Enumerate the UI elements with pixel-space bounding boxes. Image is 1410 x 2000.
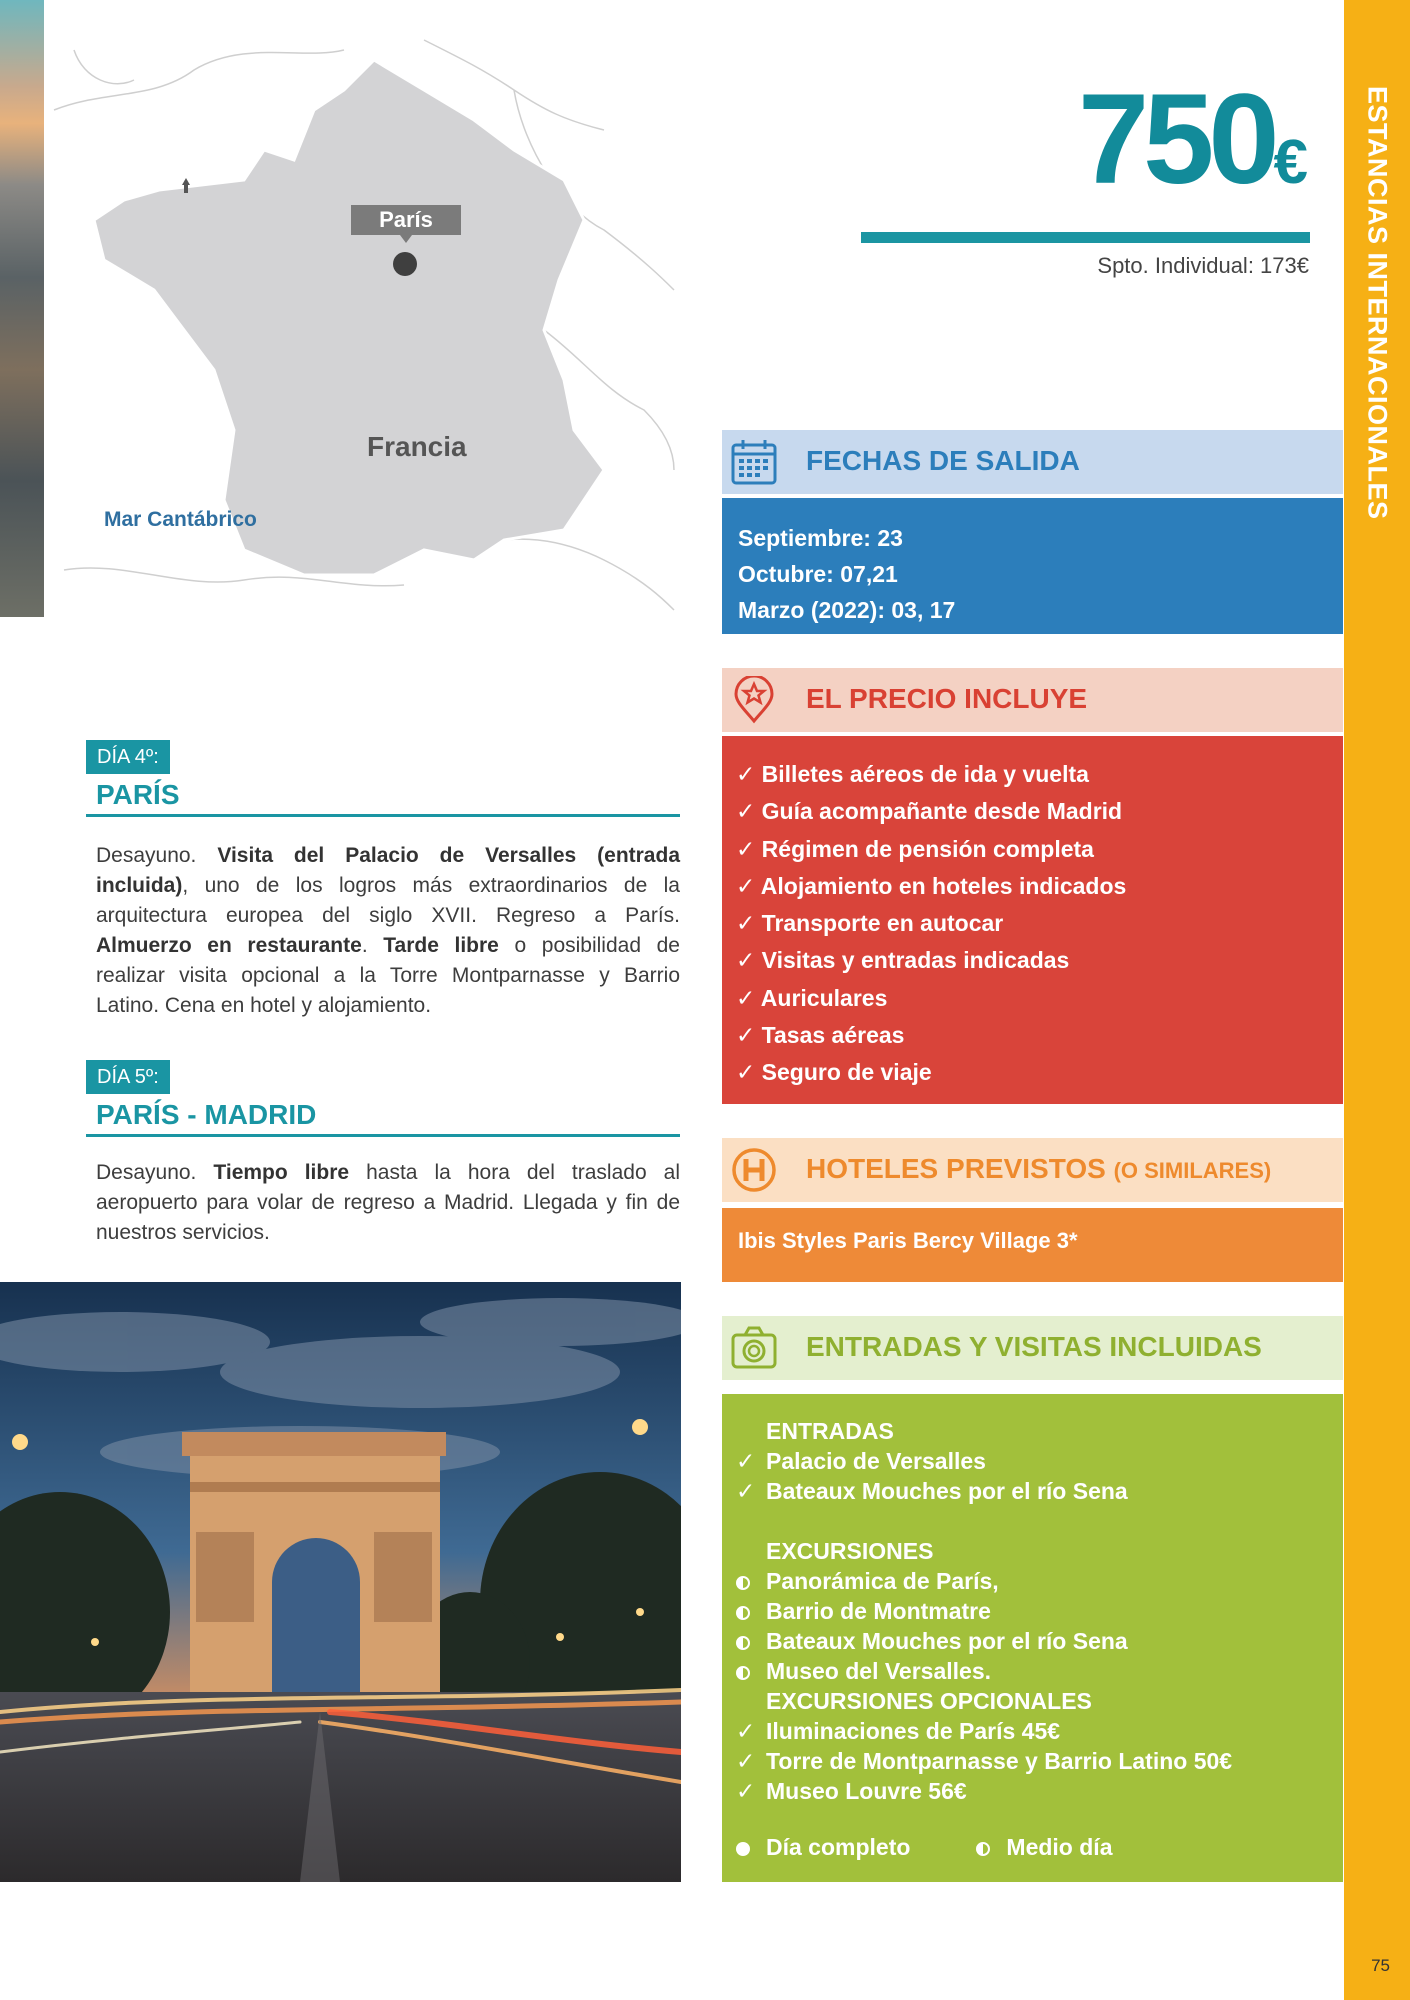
day-title: PARÍS - MADRID	[96, 1099, 317, 1130]
opcional-item-label: Iluminaciones de París 45€	[766, 1718, 1061, 1744]
hotel-name: Ibis Styles Paris Bercy Village 3*	[722, 1208, 1343, 1282]
precio-item: ✓ Guía acompañante desde Madrid	[736, 798, 1123, 825]
precio-item: ✓ Transporte en autocar	[736, 910, 1004, 937]
precio-item: ✓ Billetes aéreos de ida y vuelta	[736, 761, 1089, 787]
fechas-title: FECHAS DE SALIDA	[806, 445, 1080, 476]
map-city-marker	[393, 252, 417, 276]
entradas-title: ENTRADAS Y VISITAS INCLUIDAS	[806, 1331, 1262, 1362]
excursion-item	[736, 1566, 1329, 1596]
opcionales-heading: EXCURSIONES OPCIONALES	[766, 1688, 1092, 1714]
precio-item: ✓ Alojamiento en hoteles indicados	[736, 872, 1127, 899]
entradas-body	[722, 1394, 1343, 1882]
precio-item: ✓ Seguro de viaje	[736, 1059, 932, 1086]
entradas-header	[722, 1316, 1343, 1380]
day-text-segment: hasta la hora del traslado al aeropuerto para volar de regreso a Madrid. Llegada y fin de nuestros servicios.	[96, 1161, 680, 1244]
half-day-icon	[736, 1666, 750, 1680]
legend-half-label: Medio día	[1006, 1834, 1113, 1860]
half-day-icon	[736, 1606, 750, 1620]
city-photo-strip	[0, 0, 44, 617]
opcional-item	[736, 1716, 1329, 1746]
excursion-item	[736, 1656, 1329, 1686]
fecha-line: Octubre: 07,21	[738, 561, 898, 587]
check-icon: ✓	[736, 1748, 756, 1774]
hoteles-title-note: (O SIMILARES)	[1113, 1158, 1272, 1183]
location-star-icon	[730, 676, 778, 724]
excursiones-heading: EXCURSIONES	[766, 1538, 934, 1564]
opcional-item	[736, 1776, 1329, 1806]
legend-full-day	[736, 1832, 910, 1862]
check-icon: ✓	[736, 1778, 756, 1804]
day-text-bold: Tiempo libre	[213, 1161, 350, 1184]
excursion-item-label: Museo del Versalles.	[766, 1658, 992, 1684]
fechas-header	[722, 430, 1343, 494]
day-description	[96, 1158, 680, 1248]
opcional-item	[736, 1746, 1329, 1776]
hotel-icon	[730, 1146, 778, 1194]
day-text-segment: Desayuno.	[96, 844, 218, 867]
entrada-item-label: Bateaux Mouches por el río Sena	[766, 1478, 1128, 1504]
day-text-segment: .	[361, 934, 384, 957]
camera-icon	[730, 1324, 778, 1372]
opcionales-heading-row	[736, 1686, 1329, 1716]
full-day-icon	[736, 1842, 750, 1856]
excursion-item-label: Barrio de Montmatre	[766, 1598, 991, 1624]
excursion-item	[736, 1626, 1329, 1656]
map-sea-label: Mar Cantábrico	[104, 508, 257, 531]
half-day-icon	[736, 1636, 750, 1650]
day-tag: DÍA 5º:	[86, 1060, 170, 1094]
day-text-bold: Tarde libre	[383, 934, 499, 957]
precio-item: ✓ Régimen de pensión completa	[736, 835, 1094, 862]
legend-half-day	[976, 1832, 1112, 1862]
precio-item: ✓ Auriculares	[736, 984, 888, 1011]
excursiones-heading-row	[736, 1536, 1329, 1566]
section-title-vertical	[1344, 0, 1410, 600]
entradas-heading: ENTRADAS	[766, 1418, 894, 1444]
legend-full-label: Día completo	[766, 1834, 911, 1860]
entrada-item	[736, 1476, 1329, 1506]
calendar-icon	[730, 438, 778, 486]
day-divider	[86, 814, 680, 817]
precio-title: EL PRECIO INCLUYE	[806, 683, 1088, 714]
day-text-bold: Visita del Palacio de Versalles (entrada incluida)	[96, 844, 680, 897]
arc-de-triomphe-photo	[0, 1282, 681, 1882]
excursion-item-label: Panorámica de París,	[766, 1568, 999, 1594]
hoteles-header	[722, 1138, 1343, 1202]
excursion-item-label: Bateaux Mouches por el río Sena	[766, 1628, 1128, 1654]
fechas-body	[722, 498, 1343, 634]
price-underline	[861, 232, 1310, 243]
fecha-line: Septiembre: 23	[738, 525, 903, 551]
check-icon: ✓	[736, 1478, 756, 1504]
page-number: 75	[1371, 1956, 1390, 1975]
check-icon: ✓	[736, 1718, 756, 1744]
legend	[736, 1832, 1112, 1862]
opcional-item-label: Museo Louvre 56€	[766, 1778, 967, 1804]
entradas-heading-row	[736, 1416, 1329, 1446]
section-title-text: ESTANCIAS INTERNACIONALES	[1362, 86, 1393, 520]
excursion-item	[736, 1596, 1329, 1626]
day-text-segment: Desayuno.	[96, 1161, 214, 1184]
precio-list	[722, 736, 1343, 1104]
hoteles-title-text: HOTELES PREVISTOS	[806, 1153, 1106, 1184]
precio-item: ✓ Tasas aéreas	[736, 1022, 905, 1049]
single-supplement: Spto. Individual: 173€	[1097, 253, 1309, 278]
entrada-item-label: Palacio de Versalles	[766, 1448, 986, 1474]
price	[1077, 68, 1308, 211]
hoteles-title	[806, 1153, 1271, 1185]
entrada-item	[736, 1446, 1329, 1476]
precio-header	[722, 668, 1343, 732]
precio-item: ✓ Visitas y entradas indicadas	[736, 947, 1070, 974]
day-title: PARÍS	[96, 779, 180, 810]
fecha-line: Marzo (2022): 03, 17	[738, 597, 956, 623]
day-text-segment: o posibilidad de realizar visita opcional a la Torre Montparnasse y Barrio Latino. Cena en hotel y alojamiento.	[96, 934, 680, 1017]
map-shape	[44, 30, 684, 630]
day-text-bold: Almuerzo en restaurante	[96, 934, 362, 957]
map-city-label: París	[351, 205, 461, 235]
price-currency: €	[1273, 128, 1308, 197]
day-tag: DÍA 4º:	[86, 740, 170, 774]
day-text-segment: , uno de los logros más extraordinarios de la arquitectura europea del siglo XVII. Regreso a París.	[96, 874, 680, 927]
opcional-item-label: Torre de Montparnasse y Barrio Latino 50€	[766, 1748, 1233, 1774]
map-country-label: Francia	[367, 431, 467, 462]
price-amount: 750	[1077, 68, 1274, 211]
day-description	[96, 841, 680, 1021]
france-map	[44, 30, 684, 630]
half-day-icon	[736, 1576, 750, 1590]
check-icon: ✓	[736, 1448, 756, 1474]
half-day-icon	[976, 1842, 990, 1856]
day-divider	[86, 1134, 680, 1137]
